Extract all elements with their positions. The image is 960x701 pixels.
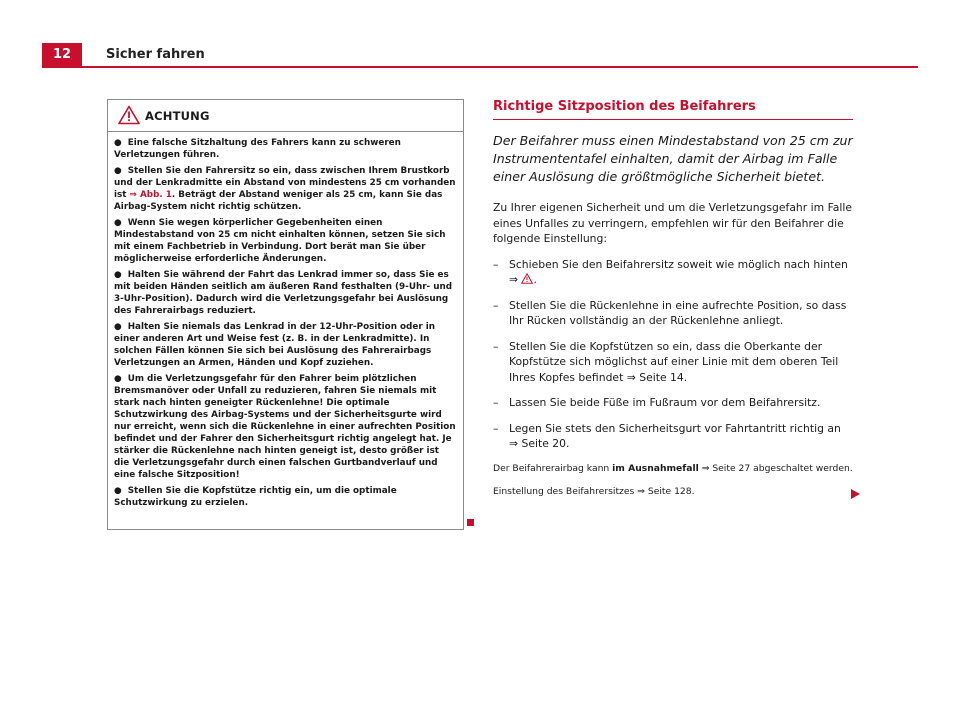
- warning-item: [114, 165, 457, 213]
- step-text: Schieben Sie den Beifahrersitz soweit wie möglich nach hinten: [509, 257, 848, 271]
- warning-item-text: Wenn Sie wegen körperlicher Gegebenheiten einen Mindestabstand von 25 cm nicht einhalten können, setzen Sie sich mit einem Fachbetrieb in Verbindung. Dort berät man Sie über möglicherweise erforderliche Änderungen.: [114, 218, 446, 264]
- continue-arrow-icon: [851, 489, 860, 499]
- header-title: Sicher fahren: [106, 47, 205, 62]
- figure-link[interactable]: ⇒ Abb. 1: [129, 190, 172, 200]
- warning-triangle-icon: [118, 105, 140, 125]
- bullet: ●: [114, 270, 122, 280]
- bullet: ●: [114, 218, 122, 228]
- step-text: Lassen Sie beide Füße im Fußraum vor dem Beifahrersitz.: [509, 396, 821, 409]
- warning-body: [108, 132, 463, 509]
- dash: –: [493, 257, 499, 271]
- warning-item: [114, 321, 457, 369]
- warning-title: ACHTUNG: [145, 109, 210, 123]
- warning-triangle-icon: [521, 273, 533, 284]
- warning-item: [114, 269, 457, 317]
- bullet: ●: [114, 166, 122, 176]
- bullet: ●: [114, 138, 122, 148]
- step-suffix: .: [533, 273, 537, 286]
- note-text: Der Beifahrerairbag kann: [493, 462, 613, 474]
- section-title: Richtige Sitzposition des Beifahrers: [493, 99, 853, 120]
- note-text: ⇒ Seite 27 abgeschaltet werden.: [698, 462, 853, 474]
- bullet: ●: [114, 374, 122, 384]
- section-lead: Der Beifahrer muss einen Mindestabstand von 25 cm zur Instrumententafel einhalten, damit der Airbag im Falle einer Auslösung die größtmögliche Sicherheit bietet.: [493, 133, 853, 184]
- dash: –: [493, 339, 499, 353]
- warning-box: [107, 99, 464, 530]
- warning-item-text: Eine falsche Sitzhaltung des Fahrers kann zu schweren Verletzungen führen.: [114, 138, 401, 160]
- dash: –: [493, 396, 499, 409]
- step-text: Stellen Sie die Kopfstützen so ein, dass die Oberkante der Kopfstütze sich möglichst auf einer Linie mit dem oberen Teil Ihres Kopfes befindet ⇒ Seite 14.: [509, 339, 839, 384]
- bullet: ●: [114, 322, 122, 332]
- footer-reference: Einstellung des Beifahrersitzes ⇒ Seite 128.: [493, 485, 695, 497]
- warning-item-text: Stellen Sie den Fahrersitz so ein, dass zwischen Ihrem Brustkorb und der Lenkradmitte ein Abstand von mindestens 25 cm vorhanden ist: [114, 166, 456, 200]
- dash: –: [493, 298, 499, 312]
- warning-item: [114, 217, 457, 265]
- step-item: [493, 421, 853, 452]
- step-text: Legen Sie stets den Sicherheitsgurt vor Fahrtantritt richtig an ⇒ Seite 20.: [509, 421, 841, 450]
- step-item: [493, 257, 853, 288]
- step-text: Stellen Sie die Rückenlehne in eine aufrechte Position, so dass Ihr Rücken vollständig an der Rückenlehne anliegt.: [509, 298, 847, 327]
- end-of-section-mark: [467, 519, 474, 526]
- warning-item-text: Halten Sie niemals das Lenkrad in der 12-Uhr-Position oder in einer anderen Art und Weise fest (z. B. in der Lenkradmitte). In solchen Fällen können Sie sich bei Auslösung des Fahrerairbags Verletzungen an Armen, Händen und Kopf zuziehen.: [114, 322, 435, 368]
- dash: –: [493, 421, 499, 435]
- header-rule: [42, 66, 918, 68]
- warning-item-text: Stellen Sie die Kopfstütze richtig ein, um die optimale Schutzwirkung zu erzielen.: [114, 486, 397, 508]
- warning-item-text: . Beträgt der Abstand weniger als 25 cm, kann Sie das Airbag-System nicht richtig schützen.: [114, 190, 443, 212]
- right-column: [493, 99, 853, 508]
- warning-item-text: Halten Sie während der Fahrt das Lenkrad immer so, dass Sie es mit beiden Händen seitlich am äußeren Rand festhalten (9-Uhr- und 3-Uhr-Position). Dadurch wird die Verletzungsgefahr bei Auslösung des Fahrerairbags reduziert.: [114, 270, 453, 316]
- section-intro: Zu Ihrer eigenen Sicherheit und um die Verletzungsgefahr im Falle eines Unfalles zu verringern, empfehlen wir für den Beifahrer die folgende Einstellung:: [493, 201, 853, 245]
- page-number: 12: [42, 43, 82, 67]
- warning-item: [114, 137, 457, 161]
- warning-header: [108, 100, 463, 132]
- airbag-note: [493, 462, 853, 475]
- bullet: ●: [114, 486, 122, 496]
- warning-reference-link[interactable]: ⇒: [509, 273, 533, 286]
- warning-item: [114, 373, 457, 481]
- step-item: [493, 298, 853, 329]
- warning-item-text: Um die Verletzungsgefahr für den Fahrer beim plötzlichen Bremsmanöver oder Unfall zu reduzieren, fahren Sie niemals mit stark nach hinten geneigter Rückenlehne! Die optimale Schutzwirkung des Airbag-Systems und der Sicherheitsgurte wird nur erreicht, wenn sich die Rückenlehne in einer aufrechten Position befindet und der Fahrer den Sicherheitsgurt richtig angelegt hat. Je stärker die Rückenlehne nach hinten geneigt ist, desto größer ist die Verletzungsgefahr durch einen falschen Gurtbandverlauf und eine falsche Sitzposition!: [114, 374, 456, 480]
- step-item: [493, 339, 853, 386]
- note-emphasis: im Ausnahmefall: [612, 462, 699, 474]
- warning-item: [114, 485, 457, 509]
- step-item: [493, 395, 853, 411]
